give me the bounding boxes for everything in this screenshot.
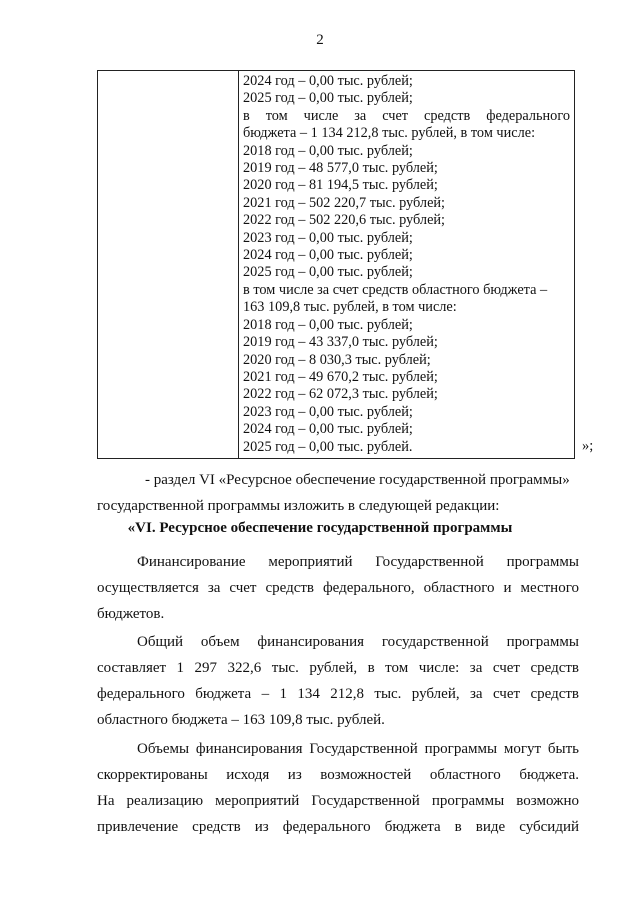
- paragraph-line: - раздел VI «Ресурсное обеспечение государственной программы»: [145, 472, 570, 488]
- paragraph-line: привлечение средств из федерального бюджета в виде субсидий: [97, 819, 579, 835]
- table-line: 2018 год – 0,00 тыс. рублей;: [243, 316, 413, 333]
- table-line: 163 109,8 тыс. рублей, в том числе:: [243, 299, 457, 316]
- total-volume-paragraph: [97, 629, 579, 733]
- table-line: 2025 год – 0,00 тыс. рублей;: [243, 264, 413, 281]
- section-heading: «VI. Ресурсное обеспечение государственной программы: [127, 520, 513, 536]
- table-line: 2019 год – 43 337,0 тыс. рублей;: [243, 334, 438, 351]
- table-line: 2025 год – 0,00 тыс. рублей;: [243, 90, 413, 107]
- adjustment-paragraph: [97, 736, 579, 840]
- table-line: в том числе за счет средств областного бюджета –: [243, 281, 548, 298]
- table-line: 2018 год – 0,00 тыс. рублей;: [243, 142, 413, 159]
- paragraph-line: скорректированы исходя из возможностей областного бюджета.: [97, 767, 579, 783]
- financing-paragraph: [97, 549, 579, 627]
- budget-table: [97, 70, 575, 459]
- paragraph-line: бюджетов.: [97, 606, 165, 622]
- paragraph-line: составляет 1 297 322,6 тыс. рублей, в том числе: за счет средств: [97, 660, 579, 676]
- table-line: 2021 год – 502 220,7 тыс. рублей;: [243, 194, 446, 211]
- table-line: 2022 год – 502 220,6 тыс. рублей;: [243, 212, 446, 229]
- table-line: 2023 год – 0,00 тыс. рублей;: [243, 229, 413, 246]
- table-line: 2024 год – 0,00 тыс. рублей;: [243, 247, 413, 264]
- paragraph-line: Финансирование мероприятий Государственной программы: [137, 554, 579, 570]
- table-line: 2020 год – 8 030,3 тыс. рублей;: [243, 351, 431, 368]
- table-line: 2024 год – 0,00 тыс. рублей;: [243, 421, 413, 438]
- table-line: 2019 год – 48 577,0 тыс. рублей;: [243, 160, 438, 177]
- table-line: 2023 год – 0,00 тыс. рублей;: [243, 403, 413, 420]
- paragraph-line: областного бюджета – 163 109,8 тыс. рублей.: [97, 712, 385, 728]
- table-closing-quote: »;: [582, 438, 594, 454]
- table-line: 2021 год – 49 670,2 тыс. рублей;: [243, 368, 438, 385]
- table-line: в том числе за счет средств федерального: [243, 107, 570, 124]
- section-intro-paragraph: [97, 467, 579, 519]
- table-line: 2024 год – 0,00 тыс. рублей;: [243, 73, 413, 89]
- table-line: бюджета – 1 134 212,8 тыс. рублей, в том числе:: [243, 125, 536, 142]
- table-line: 2025 год – 0,00 тыс. рублей.: [243, 438, 413, 455]
- paragraph-line: Общий объем финансирования государственной программы: [137, 634, 579, 650]
- table-column-divider: [238, 71, 239, 458]
- table-line: 2020 год – 81 194,5 тыс. рублей;: [243, 177, 438, 194]
- paragraph-line: государственной программы изложить в следующей редакции:: [97, 498, 500, 514]
- table-cell-funding-details: [243, 73, 570, 456]
- paragraph-line: На реализацию мероприятий Государственной программы возможно: [97, 793, 579, 809]
- page-number: 2: [316, 32, 324, 48]
- paragraph-line: федерального бюджета – 1 134 212,8 тыс. рублей, за счет средств: [97, 686, 579, 702]
- paragraph-line: осуществляется за счет средств федерального, областного и местного: [97, 580, 579, 596]
- paragraph-line: Объемы финансирования Государственной программы могут быть: [137, 741, 579, 757]
- table-line: 2022 год – 62 072,3 тыс. рублей;: [243, 386, 438, 403]
